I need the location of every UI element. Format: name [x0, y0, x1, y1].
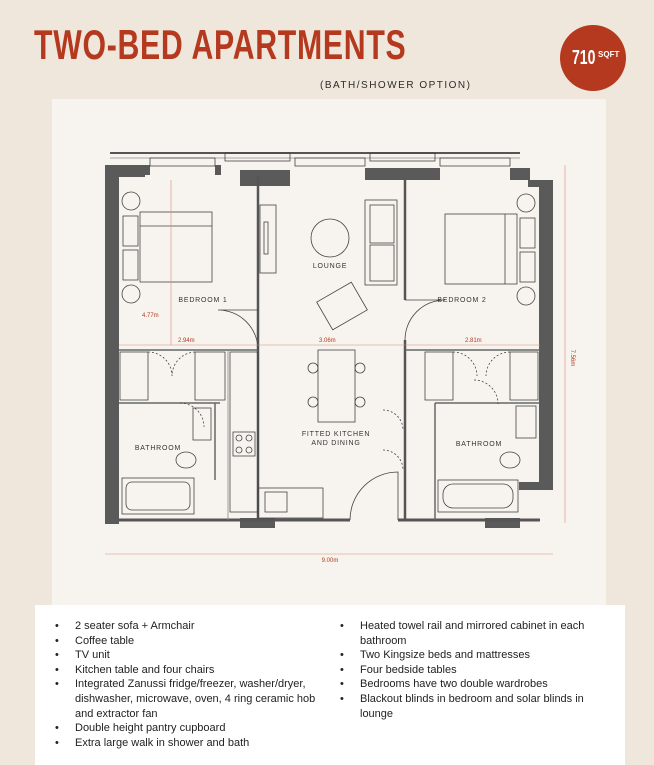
- features-list-left: [75, 619, 335, 750]
- feature-item: • Coffee table: [75, 634, 335, 649]
- room-label-bedroom2: BEDROOM 2: [437, 297, 487, 304]
- area-unit: SQFT: [598, 49, 620, 59]
- area-number: 710: [571, 46, 596, 69]
- room-label-kitchen-1: FITTED KITCHEN: [301, 431, 371, 438]
- dim-bed1-depth: 4.77m: [142, 313, 159, 319]
- wall-top-mid: [240, 170, 290, 186]
- dim-total-width: 9.00m: [321, 558, 339, 564]
- feature-item: • Heated towel rail and mirrored cabinet in each bathroom: [360, 619, 600, 648]
- wall-right: [539, 185, 553, 487]
- feature-item: • Integrated Zanussi fridge/freezer, washer/dryer, dishwasher, microwave, oven, 4 ring ceramic hob and extractor fan: [75, 677, 335, 721]
- dining-table: [318, 350, 355, 422]
- bed-2: [445, 214, 517, 284]
- bed-1: [140, 212, 212, 282]
- feature-item: • Kitchen table and four chairs: [75, 663, 335, 678]
- wall-left: [105, 176, 119, 524]
- wall-top-right: [510, 168, 530, 180]
- room-label-bathroom-right: BATHROOM: [455, 441, 503, 448]
- feature-item: • Double height pantry cupboard: [75, 721, 335, 736]
- feature-item: • 2 seater sofa + Armchair: [75, 619, 335, 634]
- armchair: [317, 282, 368, 330]
- dim-lounge-width: 3.06m: [319, 338, 336, 344]
- page-title: TWO-BED APARTMENTS: [34, 21, 407, 68]
- feature-item: • Two Kingsize beds and mattresses: [360, 648, 600, 663]
- room-label-lounge: LOUNGE: [312, 263, 348, 270]
- feature-item: • Extra large walk in shower and bath: [75, 736, 335, 751]
- room-label-bedroom1: BEDROOM 1: [178, 297, 228, 304]
- dim-total-depth: 7.56m: [569, 349, 575, 367]
- page-subtitle: (BATH/SHOWER OPTION): [320, 80, 472, 91]
- room-label-bathroom-left: BATHROOM: [134, 445, 182, 452]
- coffee-table: [311, 219, 349, 257]
- wall-top-left: [105, 165, 145, 177]
- features-panel: [35, 605, 625, 765]
- features-list-right: [360, 619, 600, 721]
- feature-item: • Four bedside tables: [360, 663, 600, 678]
- feature-item: • Bedrooms have two double wardrobes: [360, 677, 600, 692]
- feature-item: • Blackout blinds in bedroom and solar blinds in lounge: [360, 692, 600, 721]
- dim-bed1-width: 2.94m: [178, 338, 195, 344]
- feature-item: • TV unit: [75, 648, 335, 663]
- wall-top-mid2: [365, 168, 440, 180]
- room-label-kitchen-2: AND DINING: [311, 440, 361, 447]
- dim-bed2-width: 2.81m: [465, 338, 482, 344]
- bath-left: [122, 478, 194, 514]
